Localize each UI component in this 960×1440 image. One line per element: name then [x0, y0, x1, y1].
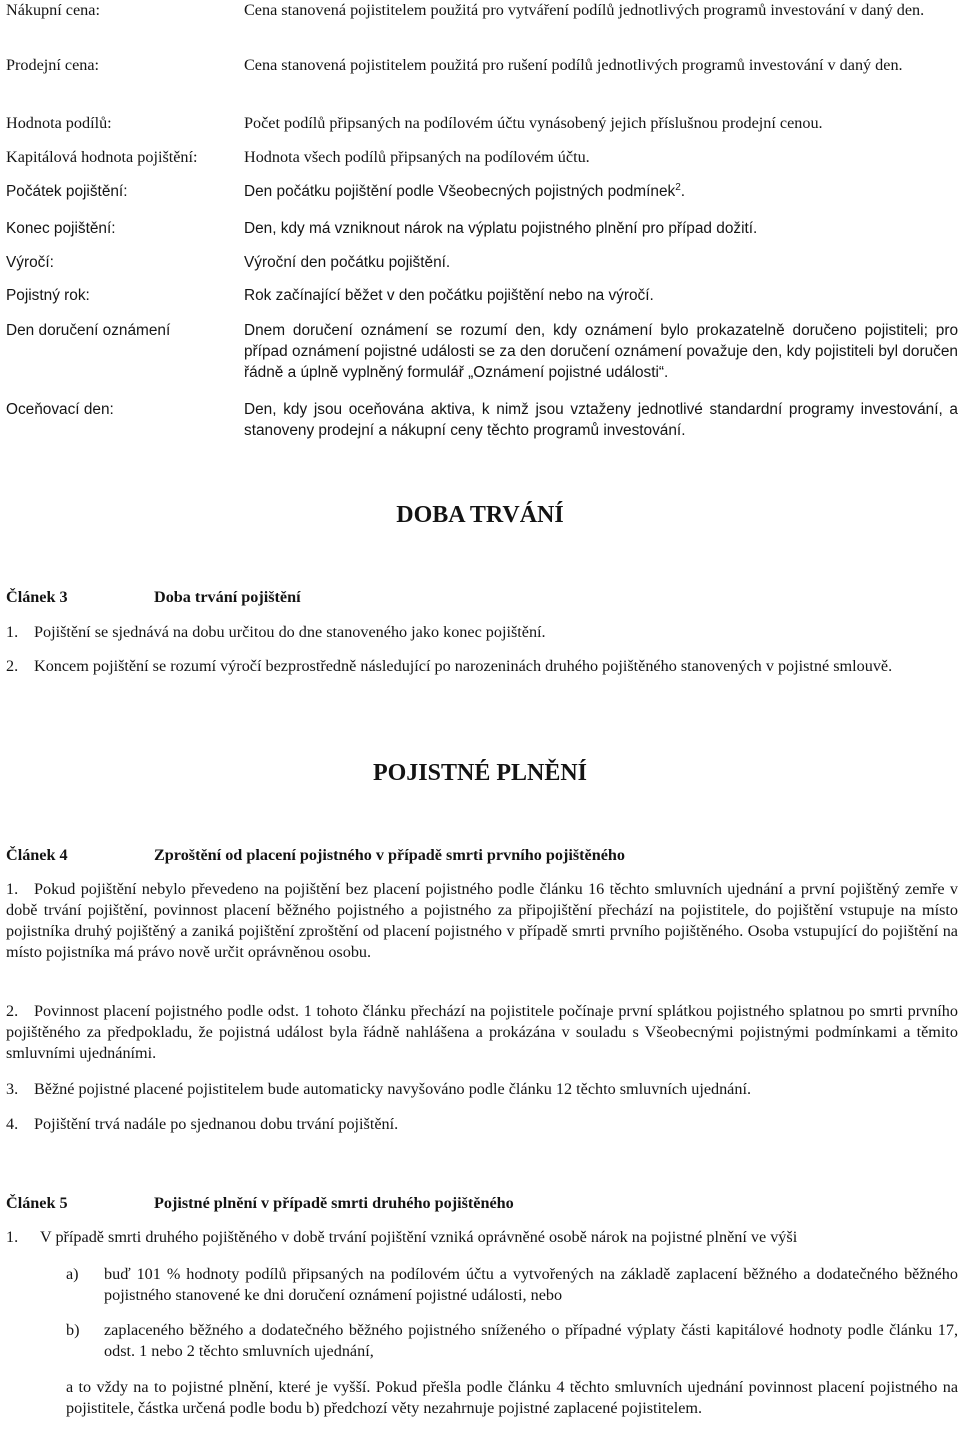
definition-text: Rok začínající běžet v den počátku pojištění nebo na výročí.: [244, 287, 654, 304]
definition-text: Den, kdy má vzniknout nárok na výplatu pojistného plnění pro případ dožití.: [244, 220, 758, 237]
footnote-marker: 2: [675, 181, 681, 193]
article-number: Článek 3: [6, 588, 68, 606]
section-heading: POJISTNÉ PLNĚNÍ: [372, 760, 588, 786]
definition-text: Výroční den počátku pojištění.: [244, 254, 451, 271]
list-item: buď 101 % hodnoty podílů připsaných na podílovém účtu a vytvořených na základě zaplacení běžného a dodatečného běžného pojistného stanovené ke dni doručení oznámení pojistné události, nebo: [104, 1265, 958, 1304]
definition-text: Den, kdy jsou oceňována aktiva, k nimž jsou vztaženy jednotlivé standardní programy investování, a stanoveny prodejní a nákupní ceny těchto programů investování.: [244, 401, 958, 439]
article-paragraph: 2. Koncem pojištění se rozumí výročí bezprostředně následující po narozeninách druhého pojištěného stanovených v pojistné smlouvě.: [6, 657, 893, 675]
list-item-letter: a): [66, 1265, 79, 1283]
article-number: Článek 4: [6, 846, 68, 864]
article-number: Článek 5: [6, 1194, 68, 1212]
definition-term: Oceňovací den:: [6, 401, 114, 418]
definition-term: Kapitálová hodnota pojištění:: [6, 148, 198, 166]
list-item-letter: b): [66, 1321, 80, 1339]
definition-term: Prodejní cena:: [6, 56, 100, 74]
article-title: Doba trvání pojištění: [154, 588, 301, 606]
article-paragraph: 1. V případě smrti druhého pojištěného v době trvání pojištění vzniká oprávněné osobě nárok na pojistné plnění ve výši: [6, 1228, 798, 1246]
article-paragraph: 1. Pojištění se sjednává na dobu určitou do dne stanoveného jako konec pojištění.: [6, 623, 546, 641]
definition-text: Počet podílů připsaných na podílovém účtu vynásobený jejich příslušnou prodejní cenou.: [244, 114, 823, 132]
article-title: Pojistné plnění v případě smrti druhého pojištěného: [154, 1194, 514, 1212]
definition-term: Konec pojištění:: [6, 220, 116, 237]
definition-text: Cena stanovená pojistitelem použitá pro rušení podílů jednotlivých programů investování v daný den.: [244, 56, 903, 74]
closing-paragraph: a to vždy na to pojistné plnění, které je vyšší. Pokud přešla podle článku 4 těchto smluvních ujednání povinnost placení pojistného na pojistitele, částka určená podle bodu b) předchozí věty nezahrnuje pojistné zaplacené pojistitelem.: [66, 1378, 958, 1417]
section-heading: DOBA TRVÁNÍ: [396, 502, 564, 528]
definition-term: Počátek pojištění:: [6, 183, 128, 200]
article-paragraph: 3. Běžné pojistné placené pojistitelem bude automaticky navyšováno podle článku 12 těchto smluvních ujednání.: [6, 1080, 752, 1098]
definition-term: Hodnota podílů:: [6, 114, 112, 132]
definition-text: Cena stanovená pojistitelem použitá pro vytváření podílů jednotlivých programů investování v daný den.: [244, 1, 925, 19]
definition-text: Den počátku pojištění podle Všeobecných pojistných podmínek$^2$.: [244, 181, 686, 200]
list-item: zaplaceného běžného a dodatečného běžného pojistného sníženého o případné výplaty části kapitálové hodnoty podle článku 17, odst. 1 nebo 2 těchto smluvních ujednání,: [104, 1321, 958, 1360]
article-paragraph: 2. Povinnost placení pojistného podle odst. 1 tohoto článku přechází na pojistitele počínaje první splátkou pojistného splatnou po smrti prvního pojištěného za předpokladu, že pojistná událost byla řádně nahlášena a prokázána v souladu s Všeobecnými pojistnými podmínkami a těmito smluvními ujednáními.: [6, 1002, 958, 1062]
definition-text: Hodnota všech podílů připsaných na podílovém účtu.: [244, 148, 590, 166]
article-paragraph: 1. Pokud pojištění nebylo převedeno na pojištění bez placení pojistného podle článku 16 těchto smluvních ujednání a první pojištěný zemře v době trvání pojištění, povinnost placení běžného pojistného a pojistného za připojištění přechází na pojistitele, do pojištění vstupuje na místo pojistníka druhý pojištěný a zaniká pojištění zproštění od placení pojistného v případě smrti prvního pojištěného. Osoba vstupující do pojištění na místo pojistníka má právo nově určit oprávněnou osobu.: [6, 880, 958, 961]
definition-term: Výročí:: [6, 254, 54, 271]
definition-text: Dnem doručení oznámení se rozumí den, kdy oznámení bylo prokazatelně doručeno pojistiteli; pro případ oznámení pojistné události se za den doručení oznámení považuje den, kdy pojistiteli byl doručen řádně a úplně vyplněný formulář „Oznámení pojistné události“.: [244, 322, 958, 381]
definition-term: Den doručení oznámení: [6, 322, 171, 339]
definition-term: Pojistný rok:: [6, 287, 90, 304]
definition-term: Nákupní cena:: [6, 1, 100, 19]
article-title: Zproštění od placení pojistného v případě smrti prvního pojištěného: [154, 846, 625, 864]
article-paragraph: 4. Pojištění trvá nadále po sjednanou dobu trvání pojištění.: [6, 1115, 399, 1133]
